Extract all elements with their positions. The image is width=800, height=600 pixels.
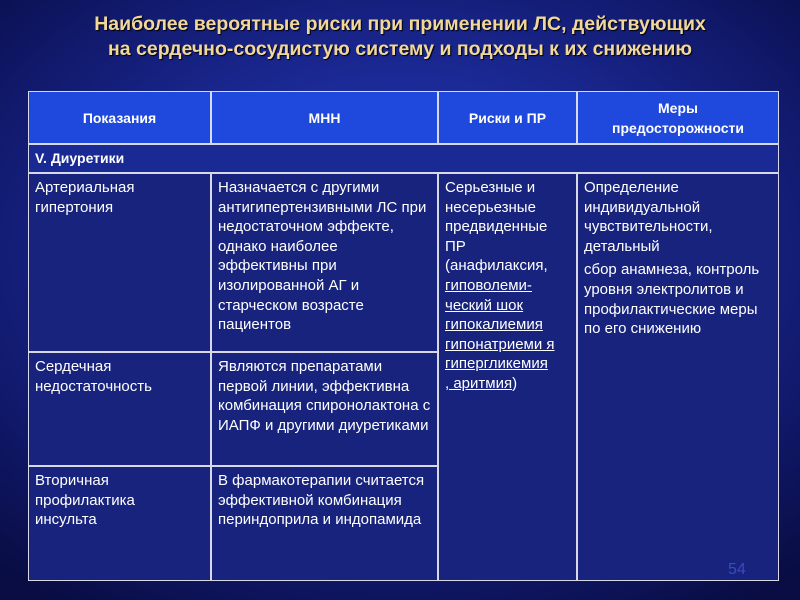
risk-link-arrhythmia[interactable]: , аритмия <box>445 374 513 392</box>
indication-hypertension: Артериальная гипертония <box>29 174 210 351</box>
title-line-1: Наиболее вероятные риски при применении ЛС, действующих <box>94 13 706 35</box>
diuretics-risk-table <box>28 91 779 581</box>
risk-link-hyponatremia[interactable]: гипонатриеми я <box>445 335 555 353</box>
precautions-part2: сбор анамнеза, контроль уровня электролитов и профилактические меры по его снижению <box>584 261 760 338</box>
title-line-2: на сердечно-сосудистую систему и подходы к их снижению <box>107 38 693 60</box>
risk-link-hyperglycemia[interactable]: гипергликемия <box>445 355 548 373</box>
inn-stroke-prevention: В фармакотерапии считается эффективной комбинация периндоприла и индопамида <box>212 467 437 580</box>
section-diuretics: V. Диуретики <box>29 145 778 172</box>
risk-link-hypokalemia[interactable]: гипокалиемия <box>445 316 543 334</box>
risks-cell <box>439 174 576 580</box>
header-risks: Риски и ПР <box>439 92 576 143</box>
header-precautions-line2: предосторожности <box>612 119 744 136</box>
precautions-part1: Определение индивидуальной чувствительности, детальный <box>584 179 713 255</box>
indication-stroke-prevention: Вторичная профилактика инсульта <box>29 467 210 580</box>
header-precautions-line1: Меры <box>658 99 698 116</box>
risks-closing: ) <box>512 374 518 392</box>
header-precautions <box>578 92 778 143</box>
header-inn: МНН <box>212 92 437 143</box>
header-indications: Показания <box>29 92 210 143</box>
inn-hypertension: Назначается с другими антигипертензивными ЛС при недостаточном эффекте, однако наиболее эффективны при изолированной АГ и старческом возрасте пациентов <box>212 174 437 351</box>
risk-link-hypovolemic-shock[interactable]: гиповолеми-ческий шок <box>445 276 532 314</box>
inn-heart-failure: Являются препаратами первой линии, эффективна комбинация спиронолактона с ИАПФ и другими диуретиками <box>212 353 437 465</box>
page-number: 54 <box>728 561 746 578</box>
indication-heart-failure: Сердечная недостаточность <box>29 353 210 465</box>
risks-intro: Серьезные и несерьезные предвиденные ПР (анафилаксия, <box>445 179 548 275</box>
slide-title <box>0 12 800 62</box>
precautions-cell <box>578 174 778 580</box>
